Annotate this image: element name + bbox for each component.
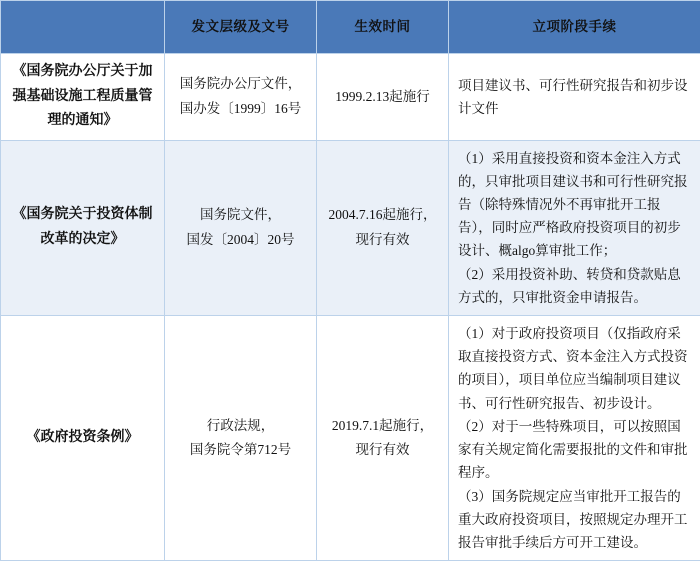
table-row [1,316,700,561]
document-line: 国务院办公厅文件， [173,72,308,96]
column-header-document: 发文层级及文号 [165,1,317,54]
date-line: 2019.7.1起施行， [325,414,440,438]
row-effective-date [317,54,449,141]
column-header-effective-date: 生效时间 [317,1,449,54]
row-procedures [449,140,700,316]
row-procedures [449,316,700,561]
row-effective-date [317,316,449,561]
table-header-row [1,1,700,54]
table-row [1,140,700,316]
document-line: 行政法规， [173,414,308,438]
procedure-item: （3）国务院规定应当审批开工报告的重大政府投资项目，按照规定办理开工报告审批手续后方可开工建设。 [458,485,693,555]
table-body [1,54,700,561]
document-line: 国务院文件， [173,203,308,227]
row-procedures [449,54,700,141]
document-line: 国务院令第712号 [173,438,308,462]
procedure-item: （2）对于一些特殊项目，可以按照国家有关规定简化需要报批的文件和审批程序。 [458,415,693,485]
table-row [1,54,700,141]
document-line: 国办发〔1999〕16号 [173,97,308,121]
row-title: 《国务院办公厅关于加强基础设施工程质量管理的通知》 [1,54,165,141]
procedure-item: （2）采用投资补助、转贷和贷款贴息方式的，只审批资金申请报告。 [458,263,693,309]
document-line: 国发〔2004〕20号 [173,228,308,252]
procedure-item: （1）对于政府投资项目（仅指政府采取直接投资方式、资本金注入方式投资的项目），项目单位应当编制项目建议书、可行性研究报告、初步设计。 [458,322,693,415]
column-header-name [1,1,165,54]
procedure-item: （1）采用直接投资和资本金注入方式的，只审批项目建议书和可行性研究报告（除特殊情况外不再审批开工报告），同时应严格政府投资项目的初步设计、概algo算审批工作； [458,147,693,263]
date-line: 现行有效 [325,438,440,462]
date-line: 现行有效 [325,228,440,252]
row-document [165,54,317,141]
column-header-procedures: 立项阶段手续 [449,1,700,54]
row-document [165,140,317,316]
row-title: 《政府投资条例》 [1,316,165,561]
table-header [1,1,700,54]
date-line: 1999.2.13起施行 [325,85,440,109]
row-effective-date [317,140,449,316]
date-line: 2004.7.16起施行， [325,203,440,227]
procedure-item: 项目建议书、可行性研究报告和初步设计文件 [458,74,693,120]
row-document [165,316,317,561]
row-title: 《国务院关于投资体制改革的决定》 [1,140,165,316]
